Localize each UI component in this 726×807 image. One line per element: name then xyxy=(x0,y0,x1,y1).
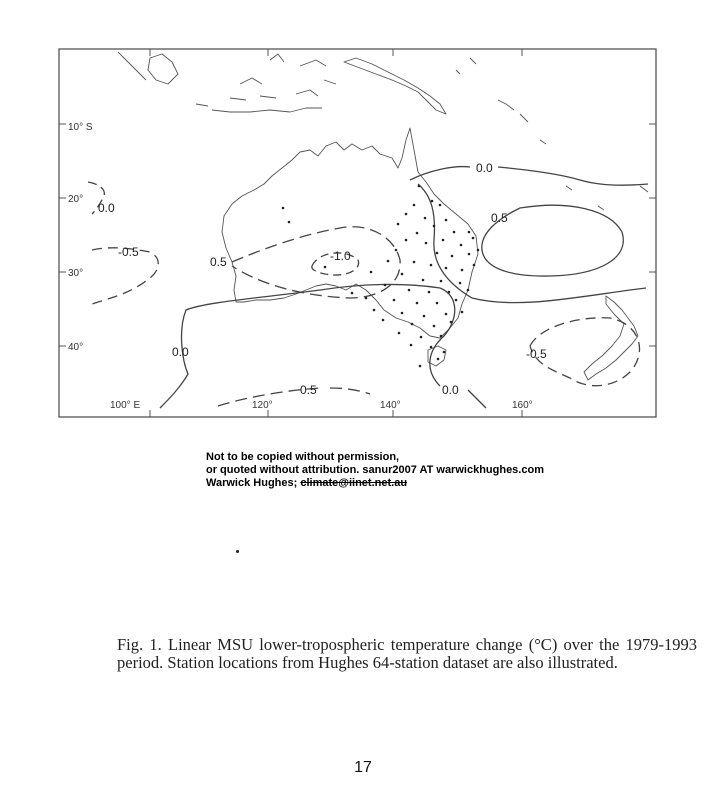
station-dot xyxy=(393,299,396,302)
station-dot xyxy=(424,217,427,220)
contour-label: 0.5 xyxy=(210,255,227,269)
contour-0.0-northeast xyxy=(410,167,648,186)
contour-label: 0.5 xyxy=(491,211,508,225)
station-dot xyxy=(365,297,368,300)
station-dot xyxy=(420,336,423,339)
lon-label-100e: 100° E xyxy=(110,400,141,411)
lat-label-10s: 10° S xyxy=(68,122,93,133)
contour-neg0.5-south xyxy=(218,388,370,406)
station-dot xyxy=(387,260,390,263)
lon-label-120: 120° xyxy=(252,400,273,411)
page-number: 17 xyxy=(354,759,372,776)
contour-labels xyxy=(98,161,547,397)
station-dot xyxy=(436,252,439,255)
notice-line-1: Not to be copied without permission, xyxy=(206,451,400,463)
contour-label: -0.5 xyxy=(526,347,547,361)
station-dot xyxy=(443,351,446,354)
station-dot xyxy=(413,261,416,264)
station-dot xyxy=(351,292,354,295)
station-dot xyxy=(401,312,404,315)
station-dot xyxy=(445,313,448,316)
station-dot xyxy=(382,319,385,322)
notice-line-2: or quoted without attribution. sanur2007 AT warwickhughes.com xyxy=(206,464,544,476)
station-dot xyxy=(282,207,285,210)
station-dot xyxy=(439,204,442,207)
station-dot xyxy=(472,237,475,240)
station-dot xyxy=(445,219,448,222)
contour-lines xyxy=(88,167,648,408)
scan-speck xyxy=(236,550,239,553)
station-dot xyxy=(430,264,433,267)
station-dot xyxy=(430,346,433,349)
station-dot xyxy=(410,344,413,347)
contour-label: -1.0 xyxy=(330,249,351,263)
station-dot xyxy=(413,204,416,207)
contour-0.0-central xyxy=(418,184,646,303)
station-dot xyxy=(324,266,327,269)
station-dot xyxy=(395,249,398,252)
station-dot xyxy=(405,213,408,216)
coastlines xyxy=(118,52,648,380)
station-dot xyxy=(422,279,425,282)
new-zealand-coastline xyxy=(584,296,638,380)
copyright-notice xyxy=(206,451,544,490)
australia-coastline xyxy=(222,128,478,338)
station-dot xyxy=(418,185,421,188)
station-dot xyxy=(467,289,470,292)
station-dot xyxy=(453,231,456,234)
notice-email-struck: climate@iinet.net.au xyxy=(300,477,408,489)
contour-label: 0.0 xyxy=(476,161,493,175)
station-dot xyxy=(401,273,404,276)
station-dot xyxy=(436,302,439,305)
station-dot xyxy=(477,249,480,252)
pacific-islands xyxy=(456,58,648,210)
lat-label-30: 30° xyxy=(68,268,84,279)
contour-label: 0.0 xyxy=(98,201,115,215)
station-dot xyxy=(423,315,426,318)
station-dot xyxy=(411,323,414,326)
station-dot xyxy=(459,282,462,285)
station-dot xyxy=(431,200,434,203)
station-dot xyxy=(416,302,419,305)
station-dot xyxy=(442,239,445,242)
new-guinea-coastline xyxy=(344,58,446,114)
station-dot xyxy=(428,291,431,294)
station-dot xyxy=(461,311,464,314)
station-dot xyxy=(398,332,401,335)
station-dot xyxy=(288,221,291,224)
station-dot xyxy=(468,253,471,256)
station-markers xyxy=(282,185,480,368)
station-dot xyxy=(370,271,373,274)
station-dot xyxy=(419,365,422,368)
station-dot xyxy=(460,244,463,247)
notice-line-3 xyxy=(206,477,544,490)
station-dot xyxy=(437,358,440,361)
station-dot xyxy=(445,267,448,270)
station-dot xyxy=(384,284,387,287)
contour-0.5-west xyxy=(232,227,400,298)
lon-label-140: 140° xyxy=(380,400,401,411)
station-dot xyxy=(440,335,443,338)
station-dot xyxy=(433,325,436,328)
station-dot xyxy=(455,299,458,302)
contour-label: 0.0 xyxy=(442,383,459,397)
axis-labels xyxy=(68,122,533,411)
station-dot xyxy=(425,242,428,245)
lat-label-20: 20° xyxy=(68,194,84,205)
indonesia-coastline xyxy=(196,54,336,112)
lat-label-40: 40° xyxy=(68,342,84,353)
contour-0.0-tasmania-south xyxy=(468,390,486,408)
lon-label-160: 160° xyxy=(512,400,533,411)
station-dot xyxy=(448,291,451,294)
contour-label: 0.5 xyxy=(300,383,317,397)
figure-caption: Fig. 1. Linear MSU lower-tropospheric temperature change (°C) over the 1979-1993 period. Station locations from Hughes 64-station dataset are also illustrated. xyxy=(117,635,697,672)
station-dot xyxy=(473,264,476,267)
notice-author: Warwick Hughes; xyxy=(206,477,301,489)
station-dot xyxy=(451,255,454,258)
station-dot xyxy=(408,289,411,292)
contour-label: 0.0 xyxy=(172,345,189,359)
station-dot xyxy=(405,239,408,242)
station-dot xyxy=(450,321,453,324)
station-dot xyxy=(373,309,376,312)
station-dot xyxy=(397,223,400,226)
station-dot xyxy=(433,225,436,228)
sumatra-coastline xyxy=(118,52,146,80)
station-dot xyxy=(416,232,419,235)
axis-ticks xyxy=(59,49,656,417)
station-dot xyxy=(461,269,464,272)
station-dot xyxy=(468,231,471,234)
station-dot xyxy=(440,280,443,283)
contour-label: -0.5 xyxy=(118,245,139,259)
map-frame xyxy=(59,49,656,417)
borneo-coastline xyxy=(148,54,178,84)
